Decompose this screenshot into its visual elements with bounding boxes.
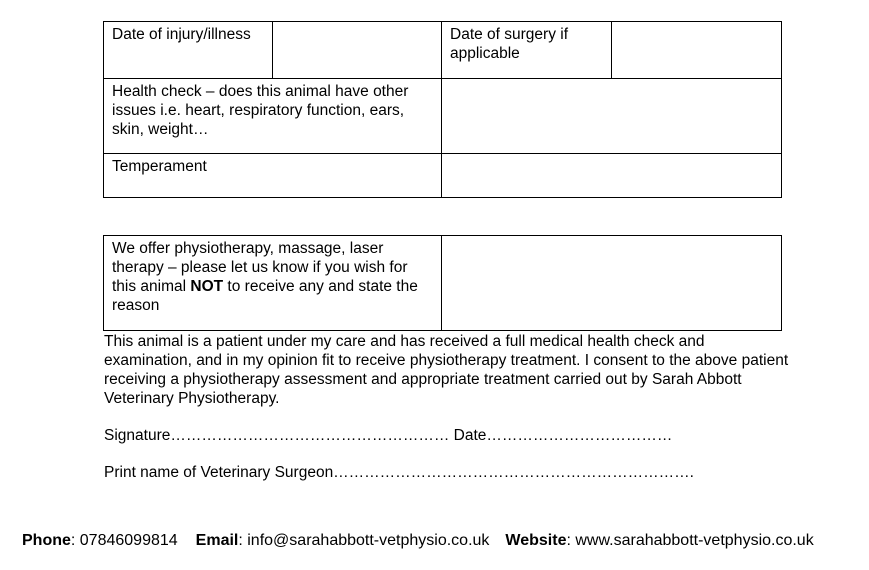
date-injury-label: Date of injury/illness	[104, 22, 273, 79]
therapy-offer-label: We offer physiotherapy, massage, laser therapy – please let us know if you wish for this animal NOT to receive any and state the reason	[104, 236, 442, 331]
health-check-field[interactable]	[442, 79, 782, 154]
email-label: Email	[195, 532, 239, 549]
therapy-offer-field[interactable]	[442, 236, 782, 331]
date-surgery-label: Date of surgery if applicable	[442, 22, 612, 79]
print-name-line[interactable]: Print name of Veterinary Surgeon…………………………………………………………….	[104, 464, 694, 481]
phone-value: : 07846099814	[70, 532, 178, 549]
health-check-label: Health check – does this animal have other issues i.e. heart, respiratory function, ears, skin, weight…	[104, 79, 442, 154]
not-emphasis: NOT	[190, 278, 224, 295]
therapy-consent-table	[103, 235, 782, 331]
consent-statement: This animal is a patient under my care and has received a full medical health check and examination, and in my opinion fit to receive physiotherapy treatment. I consent to the above patient receiving a physiotherapy assessment and appropriate treatment carried out by Sarah Abbott Veterinary Physiotherapy.	[104, 333, 789, 407]
signature-date-line[interactable]: Signature……………………………………………… Date………………………………	[104, 427, 673, 444]
date-surgery-field[interactable]	[612, 22, 782, 79]
email-value[interactable]: : info@sarahabbott-vetphysio.co.uk	[238, 532, 490, 549]
date-injury-field[interactable]	[273, 22, 442, 79]
phone-label: Phone	[22, 532, 71, 549]
patient-details-table	[103, 21, 782, 198]
temperament-field[interactable]	[442, 154, 782, 198]
website-value[interactable]: : www.sarahabbott-vetphysio.co.uk	[566, 532, 814, 549]
website-label: Website	[505, 532, 567, 549]
temperament-label: Temperament	[104, 154, 442, 198]
contact-footer	[22, 532, 814, 550]
